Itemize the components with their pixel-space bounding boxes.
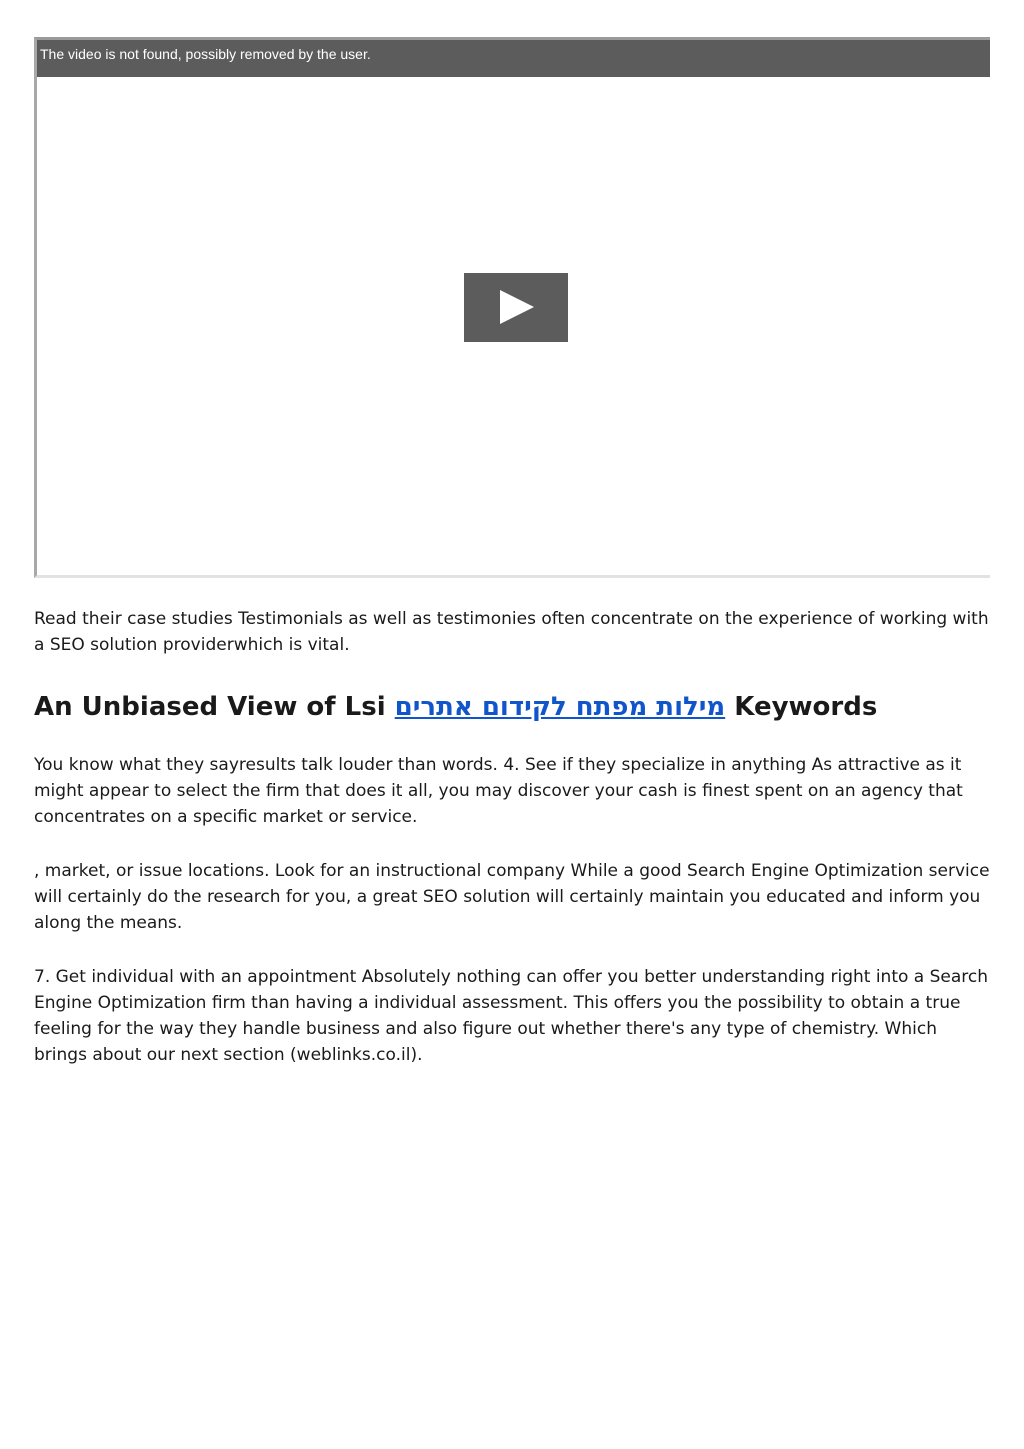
play-icon bbox=[500, 290, 534, 324]
heading-link[interactable]: מילות מפתח לקידום אתרים bbox=[394, 692, 726, 722]
heading-text-before: An Unbiased View of Lsi bbox=[34, 692, 395, 722]
section-heading bbox=[34, 690, 990, 724]
heading-text-after: Keywords bbox=[725, 692, 878, 722]
play-button[interactable] bbox=[464, 273, 568, 342]
video-error-message: The video is not found, possibly removed by the user. bbox=[40, 46, 371, 62]
article-body bbox=[34, 606, 990, 1096]
video-error-bar bbox=[37, 40, 990, 77]
video-embed[interactable] bbox=[34, 37, 990, 578]
paragraph: , market, or issue locations. Look for an instructional company While a good Search Engine Optimization service will certainly do the research for you, a great SEO solution will certainly maintain you educated and inform you along the means. bbox=[34, 861, 990, 933]
paragraph: You know what they sayresults talk louder than words. 4. See if they specialize in anything As attractive as it might appear to select the firm that does it all, you may discover your cash is finest spent on an agency that concentrates on a specific market or service. bbox=[34, 755, 963, 827]
paragraph: 7. Get individual with an appointment Absolutely nothing can offer you better understanding right into a Search Engine Optimization firm than having a individual assessment. This offers you the possibility to obtain a true feeling for the way they handle business and also figure out whether there's any type of chemistry. Which brings about our next section (weblinks.co.il). bbox=[34, 967, 989, 1065]
intro-paragraph: Read their case studies Testimonials as well as testimonies often concentrate on the experience of working with a SEO solution providerwhich is vital. bbox=[34, 609, 989, 655]
